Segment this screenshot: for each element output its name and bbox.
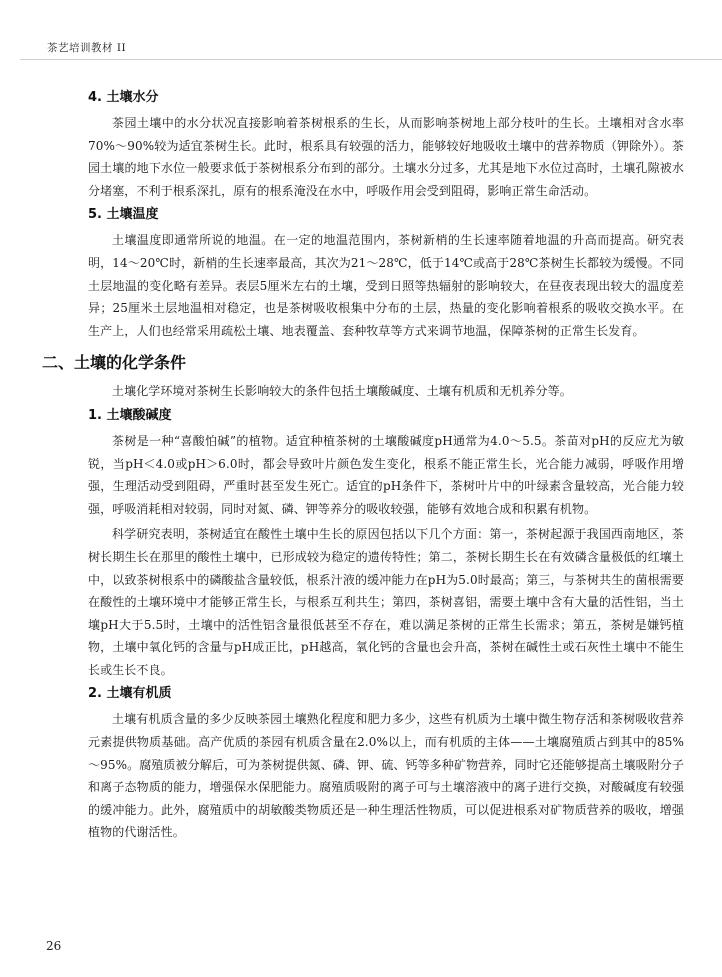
paragraph-soil-ph-2: 科学研究表明，茶树适宜在酸性土壤中生长的原因包括以下几个方面：第一，茶树起源于我国西南地区，茶树长期生长在那里的酸性土壤中，已形成较为稳定的遗传特性；第二，茶树长期生长在有效磷含量极低的红壤土中，以致茶树根系中的磷酸盐含量较低，根系汁液的缓冲能力在pH为5.0时最高；第三，与茶树共生的菌根需要在酸性的土壤环境中才能够正常生长，与根系互利共生；第四，茶树喜铝，需要土壤中含有大量的活性铝，当土壤pH大于5.5时，土壤中的活性铝含量很低甚至不存在，难以满足茶树的正常生长需求；第五，茶树是嫌钙植物，土壤中氧化钙的含量与pH成正比，pH越高，氧化钙的含量也会升高，茶树在碱性土或石灰性土壤中不能生长或生长不良。 bbox=[88, 527, 684, 677]
heading-soil-moisture: 4. 土壤水分 bbox=[88, 90, 159, 105]
header-rule bbox=[20, 59, 722, 60]
paragraph-organic-matter: 土壤有机质含量的多少反映茶园土壤熟化程度和肥力多少，这些有机质为土壤中微生物存活和茶树吸收营养元素提供物质基础。高产优质的茶园有机质含量在2.0%以上，而有机质的主体——土壤腐殖质占到其中的85%～95%。腐殖质被分解后，可为茶树提供氮、磷、钾、硫、钙等多种矿物营养，同时它还能够提高土壤吸附分子和离子态物质的能力，增强保水保肥能力。腐殖质吸附的离子可与土壤溶液中的离子进行交换，对酸碱度有较强的缓冲能力。此外，腐殖质中的胡敏酸类物质还是一种生理活性物质，可以促进根系对矿物质营养的吸收，增强植物的代谢活性。 bbox=[88, 712, 684, 840]
heading-soil-ph: 1. 土壤酸碱度 bbox=[88, 407, 172, 423]
heading-soil-temperature: 5. 土壤温度 bbox=[88, 207, 159, 223]
heading-soil-chemistry: 二、土壤的化学条件 bbox=[42, 353, 187, 373]
heading-organic-matter: 2. 土壤有机质 bbox=[88, 686, 172, 702]
running-head: 茶艺培训教材 II bbox=[47, 42, 127, 54]
paragraph-soil-temperature: 土壤温度即通常所说的地温。在一定的地温范围内，茶树新梢的生长速率随着地温的升高而提高。研究表明，14～20℃时，新梢的生长速率最高，其次为21～28℃，低于14℃或高于28℃茶树生长都较为缓慢。不同土层地温的变化略有差异。表层5厘米左右的土壤，受到日照等热辐射的影响较大，在昼夜表现出较大的温度差异；25厘米土层地温相对稳定，也是茶树吸收根集中分布的土层，热量的变化影响着根系的吸收交换水平。在生产上，人们也经常采用疏松土壤、地表覆盖、套种牧草等方式来调节地温，保障茶树的正常生长发育。 bbox=[88, 233, 684, 338]
paragraph-soil-moisture: 茶园土壤中的水分状况直接影响着茶树根系的生长，从而影响茶树地上部分枝叶的生长。土壤相对含水率70%～90%较为适宜茶树生长。此时，根系具有较强的活力，能够较好地吸收土壤中的营养物质（钾除外）。茶园土壤的地下水位一般要求低于茶树根系分布到的部分。土壤水分过多，尤其是地下水位过高时，土壤孔隙被水分堵塞，不利于根系深扎，原有的根系淹没在水中，呼吸作用会受到阻碍，影响正常生命活动。 bbox=[88, 116, 684, 198]
paragraph-soil-ph-1: 茶树是一种“喜酸怕碱”的植物。适宜种植茶树的土壤酸碱度pH通常为4.0～5.5。茶苗对pH的反应尤为敏锐，当pH＜4.0或pH＞6.0时，都会导致叶片颜色发生变化，根系不能正常生长，光合能力减弱，呼吸作用增强，生理活动受到阻碍，严重时甚至发生死亡。适宜的pH条件下，茶树叶片中的叶绿素含量较高，光合能力较强，呼吸消耗相对较弱，同时对氮、磷、钾等养分的吸收较强，能够有效地合成和积累有机物。 bbox=[88, 433, 684, 516]
page-body bbox=[42, 88, 684, 847]
page-number: 26 bbox=[46, 939, 62, 953]
paragraph-chemistry-intro: 土壤化学环境对茶树生长影响较大的条件包括土壤酸碱度、土壤有机质和无机养分等。 bbox=[112, 384, 572, 399]
